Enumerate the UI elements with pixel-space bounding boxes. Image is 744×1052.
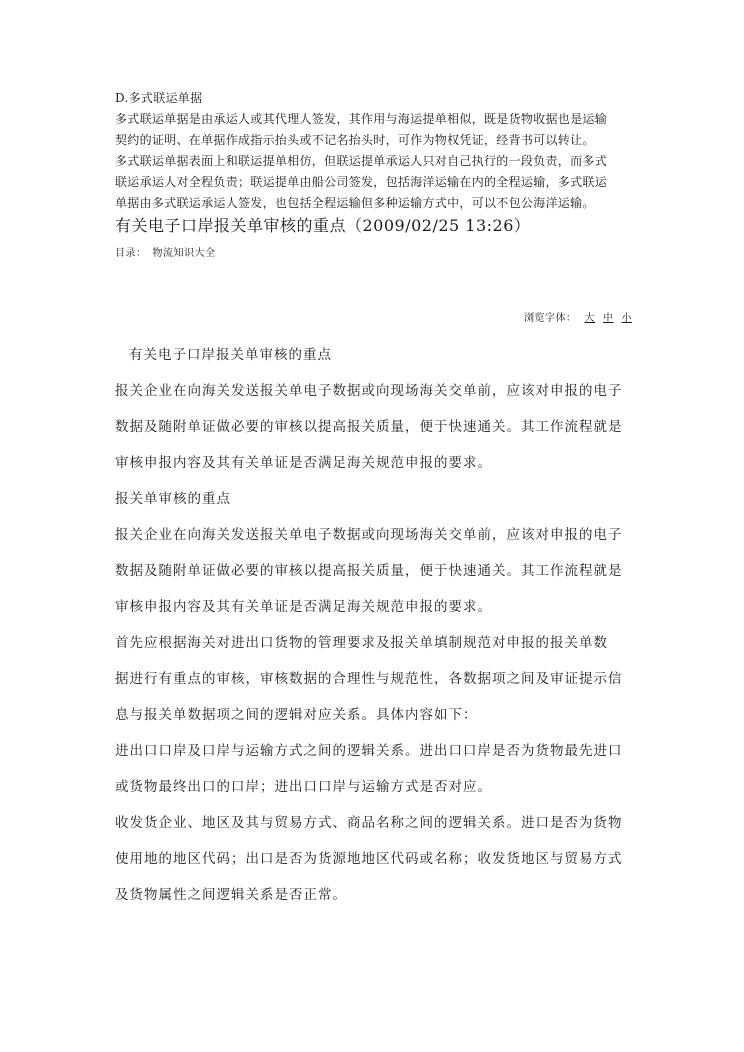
section-line: 多式联运单据表面上和联运提单相仿，但联运提单承运人只对自己执行的一段负责，而多式: [115, 154, 608, 168]
font-size-selector: [524, 311, 632, 327]
body-line: 报关企业在向海关发送报关单电子数据或向现场海关交单前，应该对申报的电子: [115, 383, 623, 399]
body-line: 收发货企业、地区及其与贸易方式、商品名称之间的逻辑关系。进口是否为货物: [115, 815, 623, 831]
section-line: 联运承运人对全程负责；联运提单由船公司签发，包括海洋运输在内的全程运输，多式联运: [115, 175, 608, 189]
body-line: 或货物最终出口的口岸；进出口口岸与运输方式是否对应。: [115, 779, 492, 795]
body-line: 及货物属性之间逻辑关系是否正常。: [115, 887, 347, 903]
body-line: 据进行有重点的审核，审核数据的合理性与规范性，各数据项之间及审证提示信: [115, 671, 623, 687]
font-size-label: 浏览字体：: [524, 313, 577, 324]
body-line: 进出口口岸及口岸与运输方式之间的逻辑关系。进出口口岸是否为货物最先进口: [115, 743, 623, 759]
article-body: [115, 337, 640, 913]
font-size-small-link[interactable]: 小: [621, 313, 632, 324]
section-line: 单据由多式联运承运人签发，也包括全程运输但多种运输方式中，可以不包公海洋运输。: [115, 196, 595, 210]
catalog-link[interactable]: 物流知识大全: [152, 248, 216, 259]
body-line: 数据及随附单证做必要的审核以提高报关质量，便于快速通关。其工作流程就是: [115, 419, 623, 435]
catalog-breadcrumb: [115, 246, 216, 262]
article-title: 有关电子口岸报关单审核的重点（2009/02/25 13:26）: [115, 216, 531, 235]
section-heading: D.多式联运单据: [115, 91, 203, 105]
body-subtitle: 有关电子口岸报关单审核的重点: [129, 347, 332, 363]
multimodal-transport-section: [115, 88, 635, 214]
body-line: 使用地的地区代码；出口是否为货源地地区代码或名称；收发货地区与贸易方式: [115, 851, 623, 867]
body-line: 审核申报内容及其有关单证是否满足海关规范申报的要求。: [115, 599, 492, 615]
body-line: 数据及随附单证做必要的审核以提高报关质量，便于快速通关。其工作流程就是: [115, 563, 623, 579]
catalog-label: 目录：: [115, 248, 147, 259]
font-size-large-link[interactable]: 大: [584, 313, 595, 324]
font-size-medium-link[interactable]: 中: [603, 313, 614, 324]
body-line: 审核申报内容及其有关单证是否满足海关规范申报的要求。: [115, 455, 492, 471]
section-line: 契约的证明、在单据作成指示抬头或不记名抬头时，可作为物权凭证，经背书可以转让。: [115, 133, 595, 147]
body-line: 息与报关单数据项之间的逻辑对应关系。具体内容如下：: [115, 707, 478, 723]
body-heading: 报关单审核的重点: [115, 491, 231, 507]
body-line: 首先应根据海关对进出口货物的管理要求及报关单填制规范对申报的报关单数: [115, 635, 608, 651]
section-line: 多式联运单据是由承运人或其代理人签发，其作用与海运提单相似，既是货物收据也是运输: [115, 112, 608, 126]
body-line: 报关企业在向海关发送报关单电子数据或向现场海关交单前，应该对申报的电子: [115, 527, 623, 543]
